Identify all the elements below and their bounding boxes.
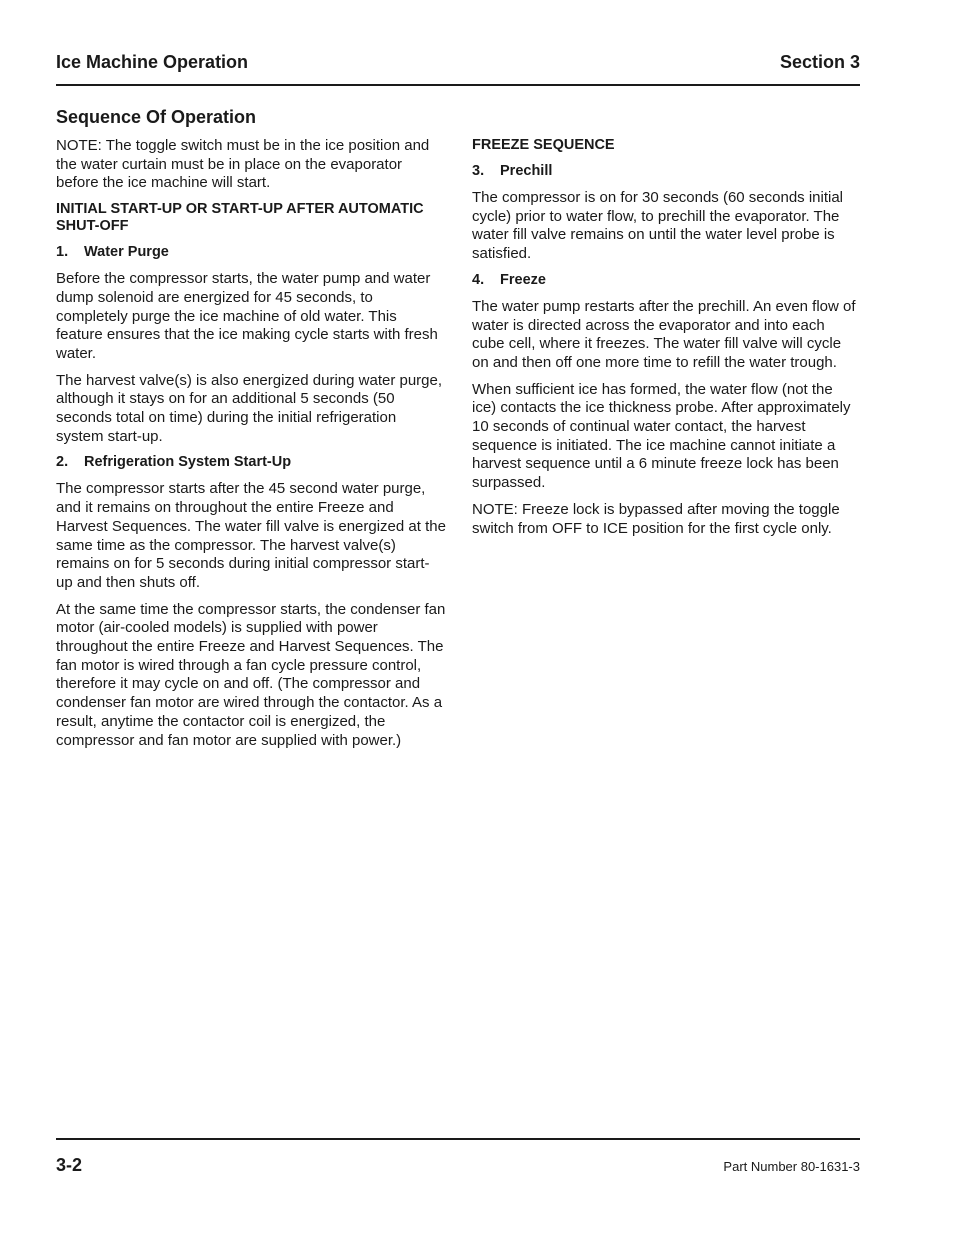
step-number: 1. <box>56 244 69 261</box>
step-title: Water Purge <box>84 244 169 261</box>
page-number: 3-2 <box>56 1155 83 1175</box>
header-section-label: Section 3 <box>779 52 860 72</box>
step-heading-water-purge <box>56 244 446 261</box>
paragraph: When sufficient ice has formed, the water flow (not the ice) contacts the ice thickness probe. After approximately 10 seconds of continual water contact, the harvest sequence is initiated. The ice machine cannot initiate a harvest sequence until a 6 minute freeze lock has been surpassed. <box>472 380 851 492</box>
freeze-lock-note: NOTE: Freeze lock is bypassed after moving the toggle switch from OFF to ICE position for the first cycle only. <box>472 500 840 537</box>
paragraph: The compressor is on for 30 seconds (60 seconds initial cycle) prior to water flow, to prechill the evaporator. The water fill valve remains on until the water level probe is satisfied. <box>472 189 844 263</box>
startup-subhead: INITIAL START-UP OR START-UP AFTER AUTOMATIC SHUT-OFF <box>56 201 424 235</box>
step-title: Freeze <box>500 271 546 288</box>
part-number: Part Number 80-1631-3 <box>723 1159 860 1174</box>
startup-note: NOTE: The toggle switch must be in the ice position and the water curtain must be in place on the evaporator before the ice machine will start. <box>56 137 430 192</box>
page-header <box>56 50 860 86</box>
left-column <box>56 106 446 758</box>
step-number: 3. <box>472 163 485 179</box>
header-chapter-title: Ice Machine Operation <box>56 52 249 72</box>
paragraph: At the same time the compressor starts, the condenser fan motor (air-cooled models) is supplied with power throughout the entire Freeze and Harvest Sequences. The fan motor is wired through a fan cycle pressure control, therefore it may cycle on and off. (The compressor and condenser fan motor are wired through the contactor. As a result, anytime the contactor coil is energized, the compressor and fan motor are supplied with power.) <box>56 600 446 749</box>
step-number: 2. <box>56 454 69 471</box>
paragraph: The compressor starts after the 45 second water purge, and it remains on throughout the entire Freeze and Harvest Sequences. The water fill valve is energized at the same time as the compressor. The harvest valve(s) remains on for 5 seconds during initial compressor start-up and then shuts off. <box>56 480 446 591</box>
step-heading-refrigeration-start-up <box>56 454 446 471</box>
step-heading-freeze <box>472 272 860 289</box>
page-footer <box>56 1138 860 1180</box>
step-title: Prechill <box>500 163 553 179</box>
right-column <box>472 137 860 546</box>
step-heading-prechill <box>472 163 860 180</box>
step-title: Refrigeration System Start-Up <box>84 454 292 471</box>
section-title: Sequence Of Operation <box>56 107 257 127</box>
paragraph: The water pump restarts after the prechill. An even flow of water is directed across the evaporator and into each cube cell, where it freezes. The water fill valve will cycle on and then off one more time to refill the water trough. <box>472 297 856 371</box>
freeze-sequence-subhead: FREEZE SEQUENCE <box>472 137 615 153</box>
paragraph: The harvest valve(s) is also energized during water purge, although it stays on for an additional 5 seconds (50 seconds total on time) during the initial refrigeration system start-up. <box>56 371 443 445</box>
step-number: 4. <box>472 271 485 288</box>
paragraph: Before the compressor starts, the water pump and water dump solenoid are energized for 45 seconds, to completely purge the ice machine of old water. This feature ensures that the ice making cycle starts with fresh water. <box>56 270 438 362</box>
